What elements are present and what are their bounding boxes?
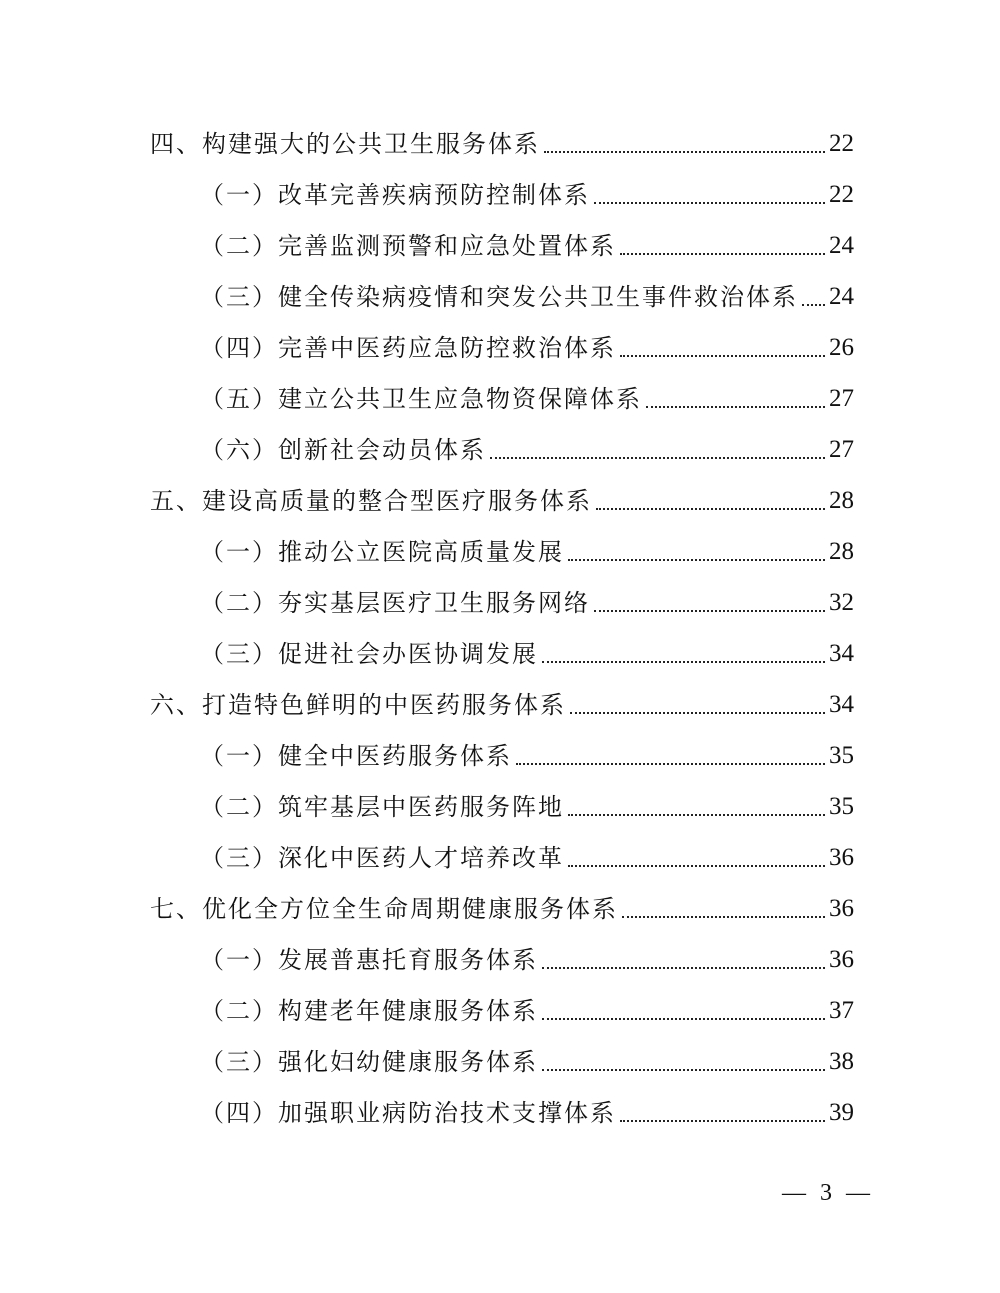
toc-entry-page: 27 bbox=[829, 436, 854, 463]
toc-leader-dots bbox=[620, 253, 825, 255]
toc-entry-title: 六、打造特色鲜明的中医药服务体系 bbox=[150, 691, 566, 719]
toc-entry-page: 26 bbox=[829, 334, 854, 361]
toc-entry-page: 37 bbox=[829, 997, 854, 1024]
toc-entry-title: （三）健全传染病疫情和突发公共卫生事件救治体系 bbox=[200, 283, 798, 311]
toc-entry-section-5[interactable] bbox=[150, 483, 854, 519]
toc-entry-title: （三）促进社会办医协调发展 bbox=[200, 640, 538, 668]
toc-leader-dots bbox=[594, 202, 825, 204]
toc-entry-subsection[interactable] bbox=[200, 534, 854, 570]
toc-leader-dots bbox=[516, 763, 825, 765]
toc-entry-subsection[interactable] bbox=[200, 1095, 854, 1131]
toc-entry-section-7[interactable] bbox=[150, 891, 854, 927]
toc-entry-page: 39 bbox=[829, 1099, 854, 1126]
toc-entry-title: （一）改革完善疾病预防控制体系 bbox=[200, 181, 590, 209]
toc-entry-page: 28 bbox=[829, 487, 854, 514]
toc-leader-dots bbox=[544, 151, 825, 153]
toc-entry-subsection[interactable] bbox=[200, 1044, 854, 1080]
toc-leader-dots bbox=[620, 1120, 825, 1122]
toc-leader-dots bbox=[620, 355, 825, 357]
toc-entry-section-4[interactable] bbox=[150, 126, 854, 162]
toc-leader-dots bbox=[568, 559, 825, 561]
toc-entry-title: （四）加强职业病防治技术支撑体系 bbox=[200, 1099, 616, 1127]
toc-entry-subsection[interactable] bbox=[200, 381, 854, 417]
toc-entry-page: 22 bbox=[829, 181, 854, 208]
toc-entry-page: 24 bbox=[829, 232, 854, 259]
toc-leader-dots bbox=[542, 661, 825, 663]
toc-entry-page: 28 bbox=[829, 538, 854, 565]
toc-leader-dots bbox=[568, 865, 825, 867]
toc-entry-section-6[interactable] bbox=[150, 687, 854, 723]
toc-entry-title: （二）构建老年健康服务体系 bbox=[200, 997, 538, 1025]
toc-leader-dots bbox=[568, 814, 825, 816]
toc-entry-title: （二）夯实基层医疗卫生服务网络 bbox=[200, 589, 590, 617]
toc-entry-page: 36 bbox=[829, 895, 854, 922]
page-number: — 3 — bbox=[782, 1180, 874, 1206]
toc-leader-dots bbox=[490, 457, 825, 459]
toc-entry-subsection[interactable] bbox=[200, 177, 854, 213]
toc-entry-subsection[interactable] bbox=[200, 789, 854, 825]
toc-entry-page: 34 bbox=[829, 640, 854, 667]
toc-entry-page: 35 bbox=[829, 742, 854, 769]
toc-entry-title: 七、优化全方位全生命周期健康服务体系 bbox=[150, 895, 618, 923]
toc-entry-page: 22 bbox=[829, 130, 854, 157]
toc-entry-title: （五）建立公共卫生应急物资保障体系 bbox=[200, 385, 642, 413]
toc-entry-title: （三）强化妇幼健康服务体系 bbox=[200, 1048, 538, 1076]
toc-leader-dots bbox=[542, 967, 825, 969]
toc-entry-title: （四）完善中医药应急防控救治体系 bbox=[200, 334, 616, 362]
toc-leader-dots bbox=[542, 1018, 825, 1020]
toc-entry-subsection[interactable] bbox=[200, 585, 854, 621]
toc-leader-dots bbox=[646, 406, 825, 408]
toc-entry-page: 38 bbox=[829, 1048, 854, 1075]
toc-entry-title: （三）深化中医药人才培养改革 bbox=[200, 844, 564, 872]
toc-entry-subsection[interactable] bbox=[200, 738, 854, 774]
toc-entry-subsection[interactable] bbox=[200, 636, 854, 672]
toc-entry-subsection[interactable] bbox=[200, 942, 854, 978]
toc-entry-title: （一）健全中医药服务体系 bbox=[200, 742, 512, 770]
toc-entry-title: （二）完善监测预警和应急处置体系 bbox=[200, 232, 616, 260]
toc-leader-dots bbox=[622, 916, 825, 918]
toc-entry-title: （二）筑牢基层中医药服务阵地 bbox=[200, 793, 564, 821]
toc-entry-subsection[interactable] bbox=[200, 330, 854, 366]
toc-leader-dots bbox=[596, 508, 825, 510]
toc-entry-page: 36 bbox=[829, 844, 854, 871]
toc-entry-title: （一）推动公立医院高质量发展 bbox=[200, 538, 564, 566]
toc-entry-page: 34 bbox=[829, 691, 854, 718]
toc-entry-page: 36 bbox=[829, 946, 854, 973]
toc-entry-page: 32 bbox=[829, 589, 854, 616]
toc-entry-page: 35 bbox=[829, 793, 854, 820]
toc-entry-title: （一）发展普惠托育服务体系 bbox=[200, 946, 538, 974]
toc-entry-title: 四、构建强大的公共卫生服务体系 bbox=[150, 130, 540, 158]
toc-entry-subsection[interactable] bbox=[200, 279, 854, 315]
toc-entry-page: 24 bbox=[829, 283, 854, 310]
toc-entry-page: 27 bbox=[829, 385, 854, 412]
toc-leader-dots bbox=[594, 610, 825, 612]
toc-entry-subsection[interactable] bbox=[200, 432, 854, 468]
toc-leader-dots bbox=[542, 1069, 825, 1071]
toc-entry-subsection[interactable] bbox=[200, 993, 854, 1029]
toc-entry-title: 五、建设高质量的整合型医疗服务体系 bbox=[150, 487, 592, 515]
toc-leader-dots bbox=[802, 304, 825, 306]
toc-entry-subsection[interactable] bbox=[200, 228, 854, 264]
toc-entry-title: （六）创新社会动员体系 bbox=[200, 436, 486, 464]
toc-entry-subsection[interactable] bbox=[200, 840, 854, 876]
toc-leader-dots bbox=[570, 712, 825, 714]
